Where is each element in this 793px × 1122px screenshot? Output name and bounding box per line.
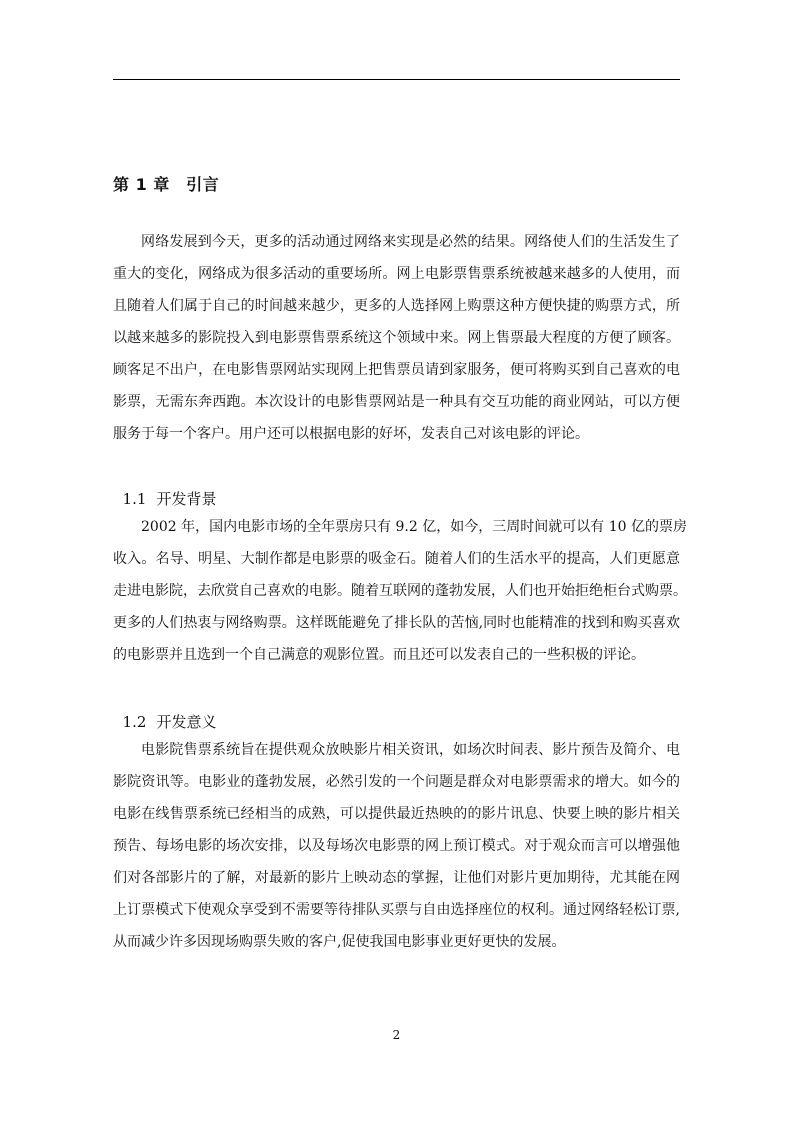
- paragraph-line: 的电影票并且选到一个自己满意的观影位置。而且还可以发表自己的一些积极的评论。: [113, 647, 645, 663]
- paragraph-line: 收入。名导、明星、大制作都是电影票的吸金石。随着人们的生活水平的提高，人们更愿意: [113, 551, 680, 567]
- paragraph-line: 走进电影院，去欣赏自己喜欢的电影。随着互联网的蓬勃发展，人们也开始拒绝柜台式购票。: [113, 583, 687, 599]
- paragraph-line: 预告、每场电影的场次安排，以及每场次电影票的网上预订模式。对于观众而言可以增强他: [113, 838, 680, 854]
- section-title: 开发意义: [156, 713, 217, 731]
- paragraph-line: 上订票模式下使观众享受到不需要等待排队买票与自由选择座位的权利。通过网络轻松订票,: [113, 902, 680, 918]
- section-number: 1.2: [122, 713, 147, 731]
- paragraph-line: 电影院售票系统旨在提供观众放映影片相关资讯，如场次时间表、影片预告及简介、电: [141, 742, 680, 758]
- background-paragraph: [113, 511, 687, 671]
- page-number: 2: [392, 1028, 401, 1042]
- section-title: 开发背景: [156, 490, 217, 508]
- paragraph-line: 影院资讯等。电影业的蓬勃发展，必然引发的一个问题是群众对电影票需求的增大。如今的: [113, 774, 680, 790]
- section-heading-1-1: [113, 466, 217, 510]
- significance-paragraph: [113, 734, 680, 958]
- paragraph-line: 服务于每一个客户。用户还可以根据电影的好坏，发表自己对该电影的评论。: [113, 426, 589, 442]
- paragraph-line: 且随着人们属于自己的时间越来越少，更多的人选择网上购票这种方便快捷的购票方式，所: [113, 298, 680, 314]
- paragraph-line: 以越来越多的影院投入到电影票售票系统这个领域中来。网上售票最大程度的方便了顾客。: [113, 330, 680, 346]
- header-rule: [113, 79, 680, 80]
- section-number: 1.1: [122, 490, 147, 508]
- paragraph-line: 从而减少许多因现场购票失败的客户,促使我国电影事业更好更快的发展。: [113, 934, 566, 950]
- paragraph-line: 2002 年，国内电影市场的全年票房只有 9.2 亿，如今，三周时间就可以有 10 亿的票房: [141, 519, 687, 535]
- paragraph-line: 电影在线售票系统已经相当的成熟，可以提供最近热映的的影片讯息、快要上映的影片相关: [113, 806, 680, 822]
- section-heading-1-2: [113, 689, 217, 733]
- paragraph-line: 重大的变化，网络成为很多活动的重要场所。网上电影票售票系统被越来越多的人使用，而: [113, 266, 680, 282]
- paragraph-line: 更多的人们热衷与网络购票。这样既能避免了排长队的苦恼,同时也能精准的找到和购买喜欢: [113, 615, 680, 631]
- paragraph-line: 网络发展到今天，更多的活动通过网络来实现是必然的结果。网络使人们的生活发生了: [141, 234, 680, 250]
- paragraph-line: 们对各部影片的了解，对最新的影片上映动态的掌握，让他们对影片更加期待，尤其能在网: [113, 870, 680, 886]
- intro-paragraph: [113, 226, 680, 450]
- paragraph-line: 顾客足不出户，在电影售票网站实现网上把售票员请到家服务，便可将购买到自己喜欢的电: [113, 362, 680, 378]
- paragraph-line: 影票，无需东奔西跑。本次设计的电影售票网站是一种具有交互功能的商业网站，可以方便: [113, 394, 680, 410]
- chapter-title: 第 1 章 引言: [113, 175, 220, 194]
